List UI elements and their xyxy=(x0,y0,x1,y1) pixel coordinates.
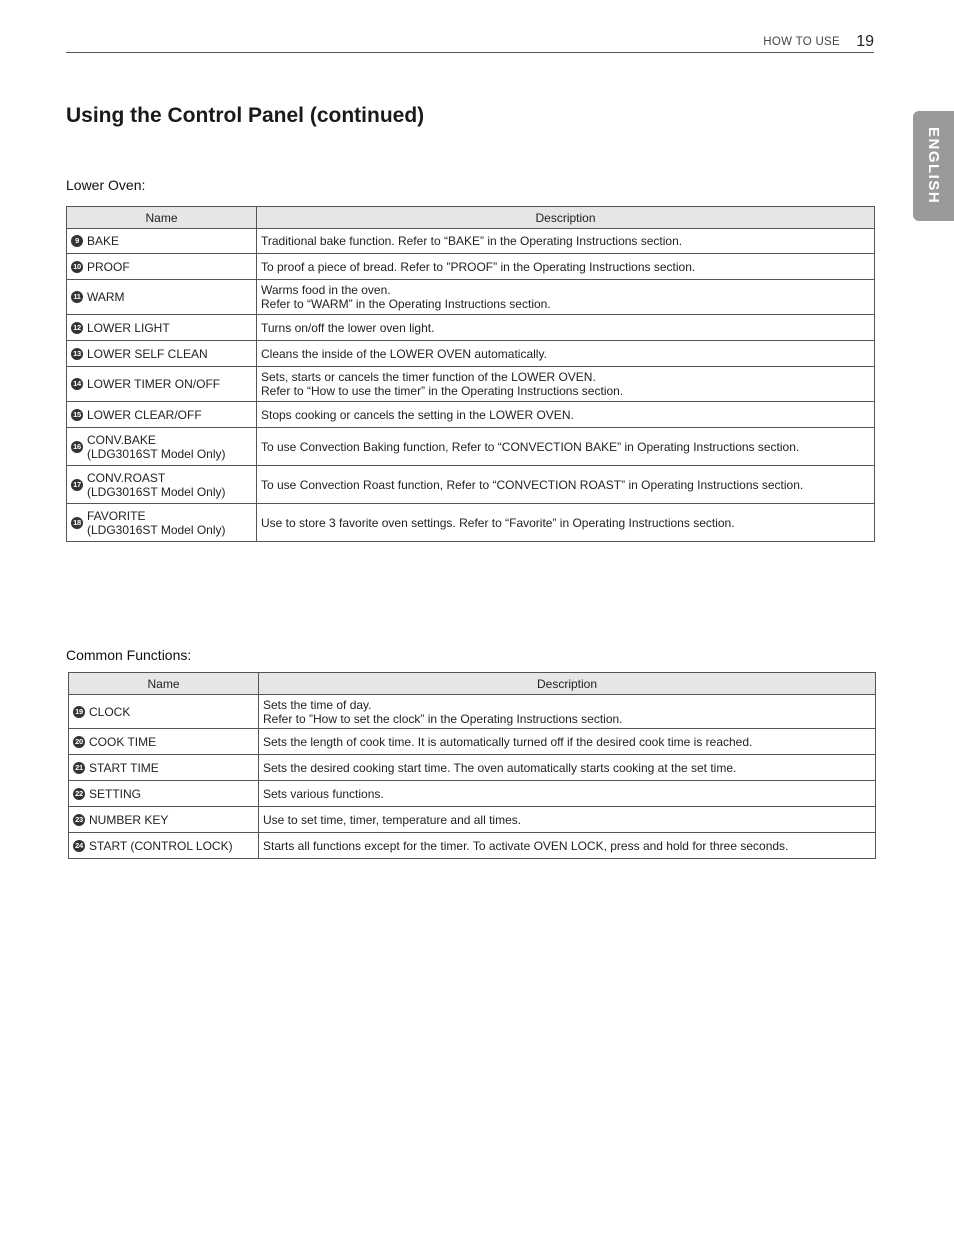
function-description-cell xyxy=(257,367,875,402)
lower-oven-heading: Lower Oven: xyxy=(66,177,146,193)
function-name: (LDG3016ST Model Only) xyxy=(87,522,226,537)
item-number-badge: 22 xyxy=(73,788,85,800)
function-description: Refer to ”How to set the clock” in the Operating Instructions section. xyxy=(263,711,623,726)
function-name: FAVORITE xyxy=(87,508,146,523)
function-name: LOWER LIGHT xyxy=(87,320,170,335)
table-row xyxy=(67,315,875,341)
item-number-badge: 12 xyxy=(71,322,83,334)
item-number-badge: 10 xyxy=(71,261,83,273)
function-name-cell xyxy=(67,504,257,542)
function-description: Traditional bake function. Refer to “BAKE” in the Operating Instructions section. xyxy=(261,234,683,248)
function-name: SETTING xyxy=(89,786,142,801)
function-description-cell xyxy=(257,315,875,341)
function-name-cell xyxy=(67,229,257,254)
item-number-badge: 9 xyxy=(71,235,83,247)
item-number-badge: 16 xyxy=(71,441,83,453)
item-number-badge: 24 xyxy=(73,840,85,852)
function-description-cell xyxy=(259,833,876,859)
function-description: Stops cooking or cancels the setting in the LOWER OVEN. xyxy=(261,407,574,422)
table-row xyxy=(67,341,875,367)
common-functions-table xyxy=(68,672,876,859)
function-name-cell xyxy=(69,807,259,833)
item-number-badge: 17 xyxy=(71,479,83,491)
table-header-row xyxy=(69,673,876,695)
item-number-badge: 13 xyxy=(71,348,83,360)
function-name: LOWER TIMER ON/OFF xyxy=(87,377,221,391)
function-description-cell xyxy=(257,280,875,315)
function-name-cell xyxy=(69,833,259,859)
function-description: Sets the length of cook time. It is automatically turned off if the desired cook time is reached. xyxy=(263,734,753,749)
function-description: Refer to “How to use the timer” in the Operating Instructions section. xyxy=(261,384,624,398)
function-name: START (CONTROL LOCK) xyxy=(89,838,233,853)
function-name: COOK TIME xyxy=(89,734,157,749)
item-number-badge: 21 xyxy=(73,762,85,774)
table-row xyxy=(67,367,875,402)
function-name: (LDG3016ST Model Only) xyxy=(87,484,226,499)
item-number-badge: 19 xyxy=(73,706,85,718)
table-row xyxy=(69,729,876,755)
function-description: Sets, starts or cancels the timer function of the LOWER OVEN. xyxy=(261,370,596,384)
function-name-cell xyxy=(67,466,257,504)
function-name-cell xyxy=(69,755,259,781)
table-row xyxy=(69,833,876,859)
function-name-cell xyxy=(69,729,259,755)
function-description-cell xyxy=(257,466,875,504)
column-header-description: Description xyxy=(257,207,875,229)
function-description-cell xyxy=(257,402,875,428)
function-name-cell xyxy=(69,781,259,807)
function-name-cell xyxy=(67,428,257,466)
function-description: Use to store 3 favorite oven settings. Refer to “Favorite” in Operating Instructions section. xyxy=(261,515,735,530)
function-description-cell xyxy=(257,229,875,254)
table-row xyxy=(67,428,875,466)
table-row xyxy=(69,781,876,807)
item-number-badge: 20 xyxy=(73,736,85,748)
function-name: NUMBER KEY xyxy=(89,812,169,827)
function-description: Use to set time, timer, temperature and all times. xyxy=(263,812,522,827)
function-name-cell xyxy=(67,402,257,428)
function-name-cell xyxy=(69,695,259,729)
function-name: WARM xyxy=(87,290,125,304)
function-description-cell xyxy=(257,341,875,367)
function-name: LOWER SELF CLEAN xyxy=(87,346,208,361)
function-name: CONV.BAKE xyxy=(87,432,156,447)
function-name: PROOF xyxy=(87,259,130,274)
function-description: To use Convection Baking function, Refer to “CONVECTION BAKE” in Operating Instructions section. xyxy=(261,439,800,454)
function-description: Turns on/off the lower oven light. xyxy=(261,320,435,335)
table-row xyxy=(67,466,875,504)
header-section-label: HOW TO USE xyxy=(763,36,840,48)
function-name: CONV.ROAST xyxy=(87,470,166,485)
item-number-badge: 18 xyxy=(71,517,83,529)
function-name: START TIME xyxy=(89,760,159,775)
header-rule xyxy=(66,52,874,53)
function-description-cell xyxy=(259,695,876,729)
function-description: Starts all functions except for the timer. To activate OVEN LOCK, press and hold for three seconds. xyxy=(263,838,789,853)
table-header-row xyxy=(67,207,875,229)
page-number: 19 xyxy=(856,33,874,50)
table-row xyxy=(67,229,875,254)
function-name-cell xyxy=(67,280,257,315)
table-row xyxy=(69,695,876,729)
function-name-cell xyxy=(67,341,257,367)
function-name: BAKE xyxy=(87,234,120,248)
function-name-cell xyxy=(67,315,257,341)
table-row xyxy=(67,402,875,428)
language-tab-label: ENGLISH xyxy=(925,127,942,205)
table-row xyxy=(67,254,875,280)
function-description-cell xyxy=(259,729,876,755)
item-number-badge: 11 xyxy=(71,291,83,303)
function-description: Sets the time of day. xyxy=(263,697,372,712)
item-number-badge: 15 xyxy=(71,409,83,421)
function-description-cell xyxy=(257,504,875,542)
function-name-cell xyxy=(67,254,257,280)
table-row xyxy=(69,755,876,781)
item-number-badge: 14 xyxy=(71,378,83,390)
function-description-cell xyxy=(257,428,875,466)
table-row xyxy=(67,280,875,315)
column-header-name: Name xyxy=(67,207,257,229)
column-header-name: Name xyxy=(69,673,259,695)
table-row xyxy=(69,807,876,833)
function-description: Warms food in the oven. xyxy=(261,283,391,297)
function-description: Refer to “WARM” in the Operating Instructions section. xyxy=(261,297,551,311)
function-description-cell xyxy=(259,755,876,781)
function-description-cell xyxy=(259,807,876,833)
function-name-cell xyxy=(67,367,257,402)
function-name: (LDG3016ST Model Only) xyxy=(87,446,226,461)
function-description-cell xyxy=(257,254,875,280)
function-description: To proof a piece of bread. Refer to ”PROOF” in the Operating Instructions section. xyxy=(261,259,696,274)
item-number-badge: 23 xyxy=(73,814,85,826)
common-functions-heading: Common Functions: xyxy=(66,647,192,663)
function-description: To use Convection Roast function, Refer to “CONVECTION ROAST” in Operating Instructions section. xyxy=(261,477,804,492)
function-description: Sets various functions. xyxy=(263,786,384,801)
table-row xyxy=(67,504,875,542)
function-description: Cleans the inside of the LOWER OVEN automatically. xyxy=(261,346,547,361)
function-name: CLOCK xyxy=(89,704,131,719)
language-tab xyxy=(913,111,954,221)
column-header-description: Description xyxy=(259,673,876,695)
function-description: Sets the desired cooking start time. The oven automatically starts cooking at the set time. xyxy=(263,760,737,775)
lower-oven-table xyxy=(66,206,875,542)
function-description-cell xyxy=(259,781,876,807)
function-name: LOWER CLEAR/OFF xyxy=(87,407,202,422)
page-title: Using the Control Panel (continued) xyxy=(66,104,425,127)
